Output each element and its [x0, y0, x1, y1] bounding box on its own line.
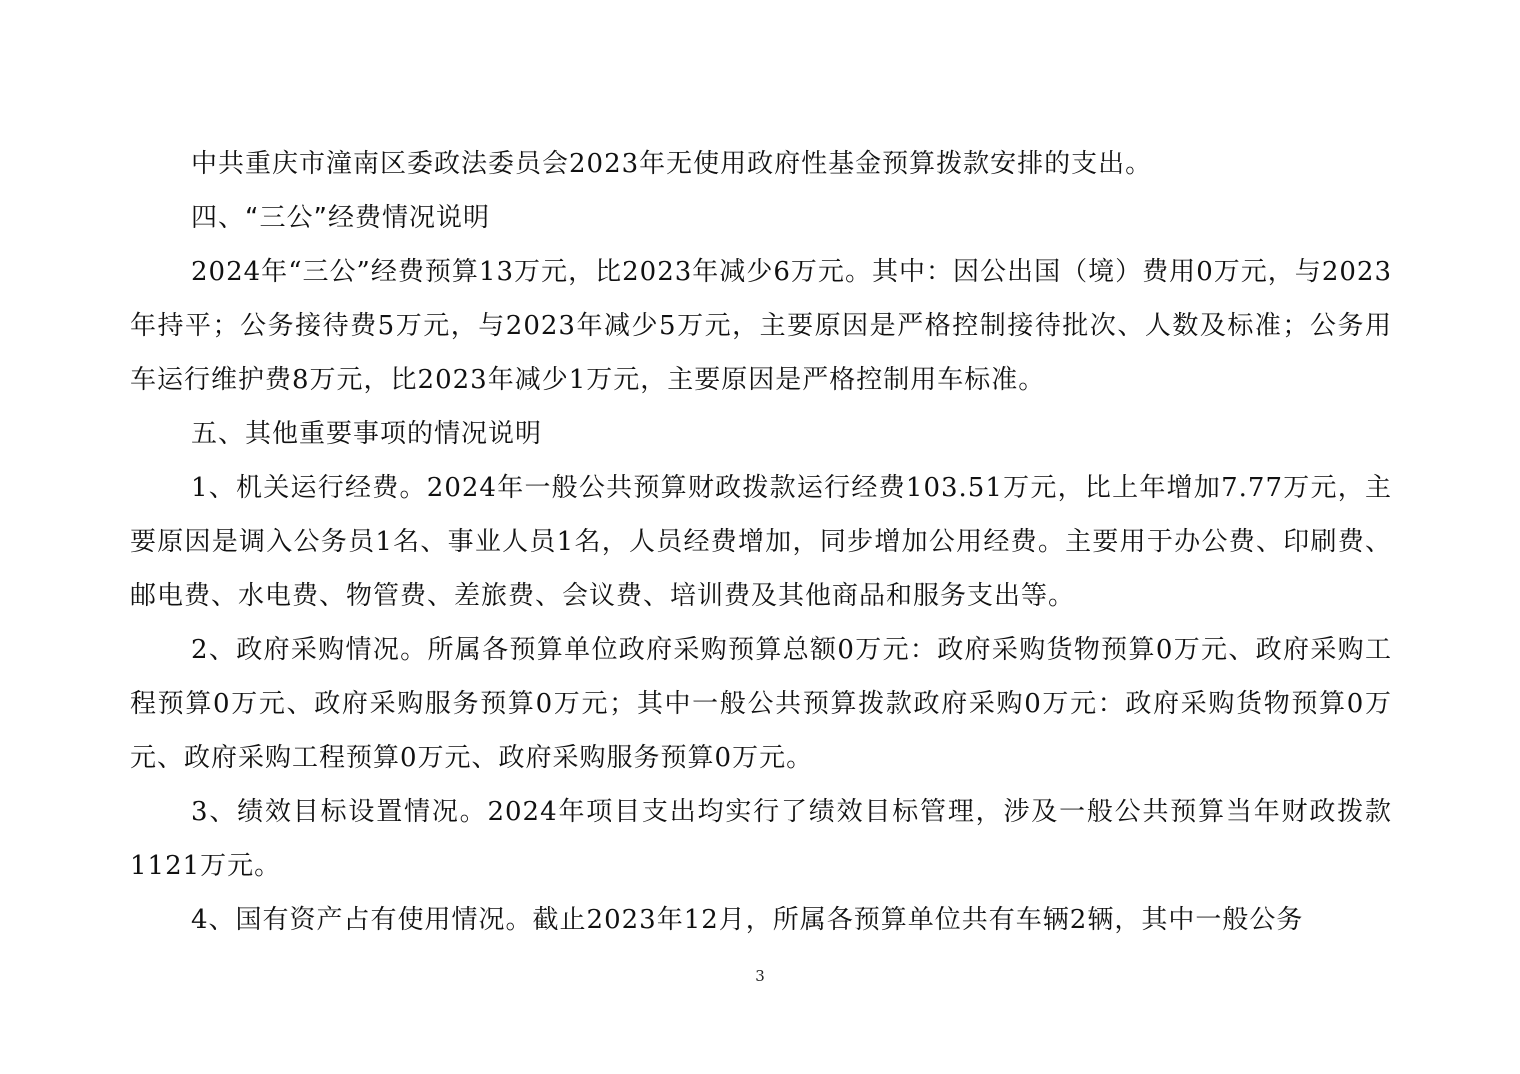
document-body [130, 137, 1392, 947]
page-number: 3 [755, 967, 765, 985]
paragraph-state-assets: 4、国有资产占有使用情况。截止2023年12月，所属各预算单位共有车辆2辆，其中一般公务 [191, 905, 1304, 935]
section-heading-other-matters: 五、其他重要事项的情况说明 [191, 419, 543, 449]
section-heading-three-public-expenses: 四、“三公”经费情况说明 [191, 203, 490, 233]
paragraph-operating-expenses: 1、机关运行经费。2024年一般公共预算财政拨款运行经费103.51万元，比上年增加7.77万元，主要原因是调入公务员1名、事业人员1名，人员经费增加，同步增加公用经费。主要用于办公费、印刷费、邮电费、水电费、物管费、差旅费、会议费、培训费及其他商品和服务支出等。 [130, 473, 1392, 611]
paragraph-fund-budget: 中共重庆市潼南区委政法委员会2023年无使用政府性基金预算拨款安排的支出。 [191, 149, 1153, 179]
paragraph-government-procurement: 2、政府采购情况。所属各预算单位政府采购预算总额0万元：政府采购货物预算0万元、政府采购工程预算0万元、政府采购服务预算0万元；其中一般公共预算拨款政府采购0万元：政府采购货物预算0万元、政府采购工程预算0万元、政府采购服务预算0万元。 [130, 635, 1392, 773]
paragraph-performance-targets: 3、绩效目标设置情况。2024年项目支出均实行了绩效目标管理，涉及一般公共预算当年财政拨款1121万元。 [130, 797, 1392, 881]
paragraph-three-public-expenses: 2024年“三公”经费预算13万元，比2023年减少6万元。其中：因公出国（境）费用0万元，与2023年持平；公务接待费5万元，与2023年减少5万元，主要原因是严格控制接待批次、人数及标准；公务用车运行维护费8万元，比2023年减少1万元，主要原因是严格控制用车标准。 [130, 257, 1392, 395]
